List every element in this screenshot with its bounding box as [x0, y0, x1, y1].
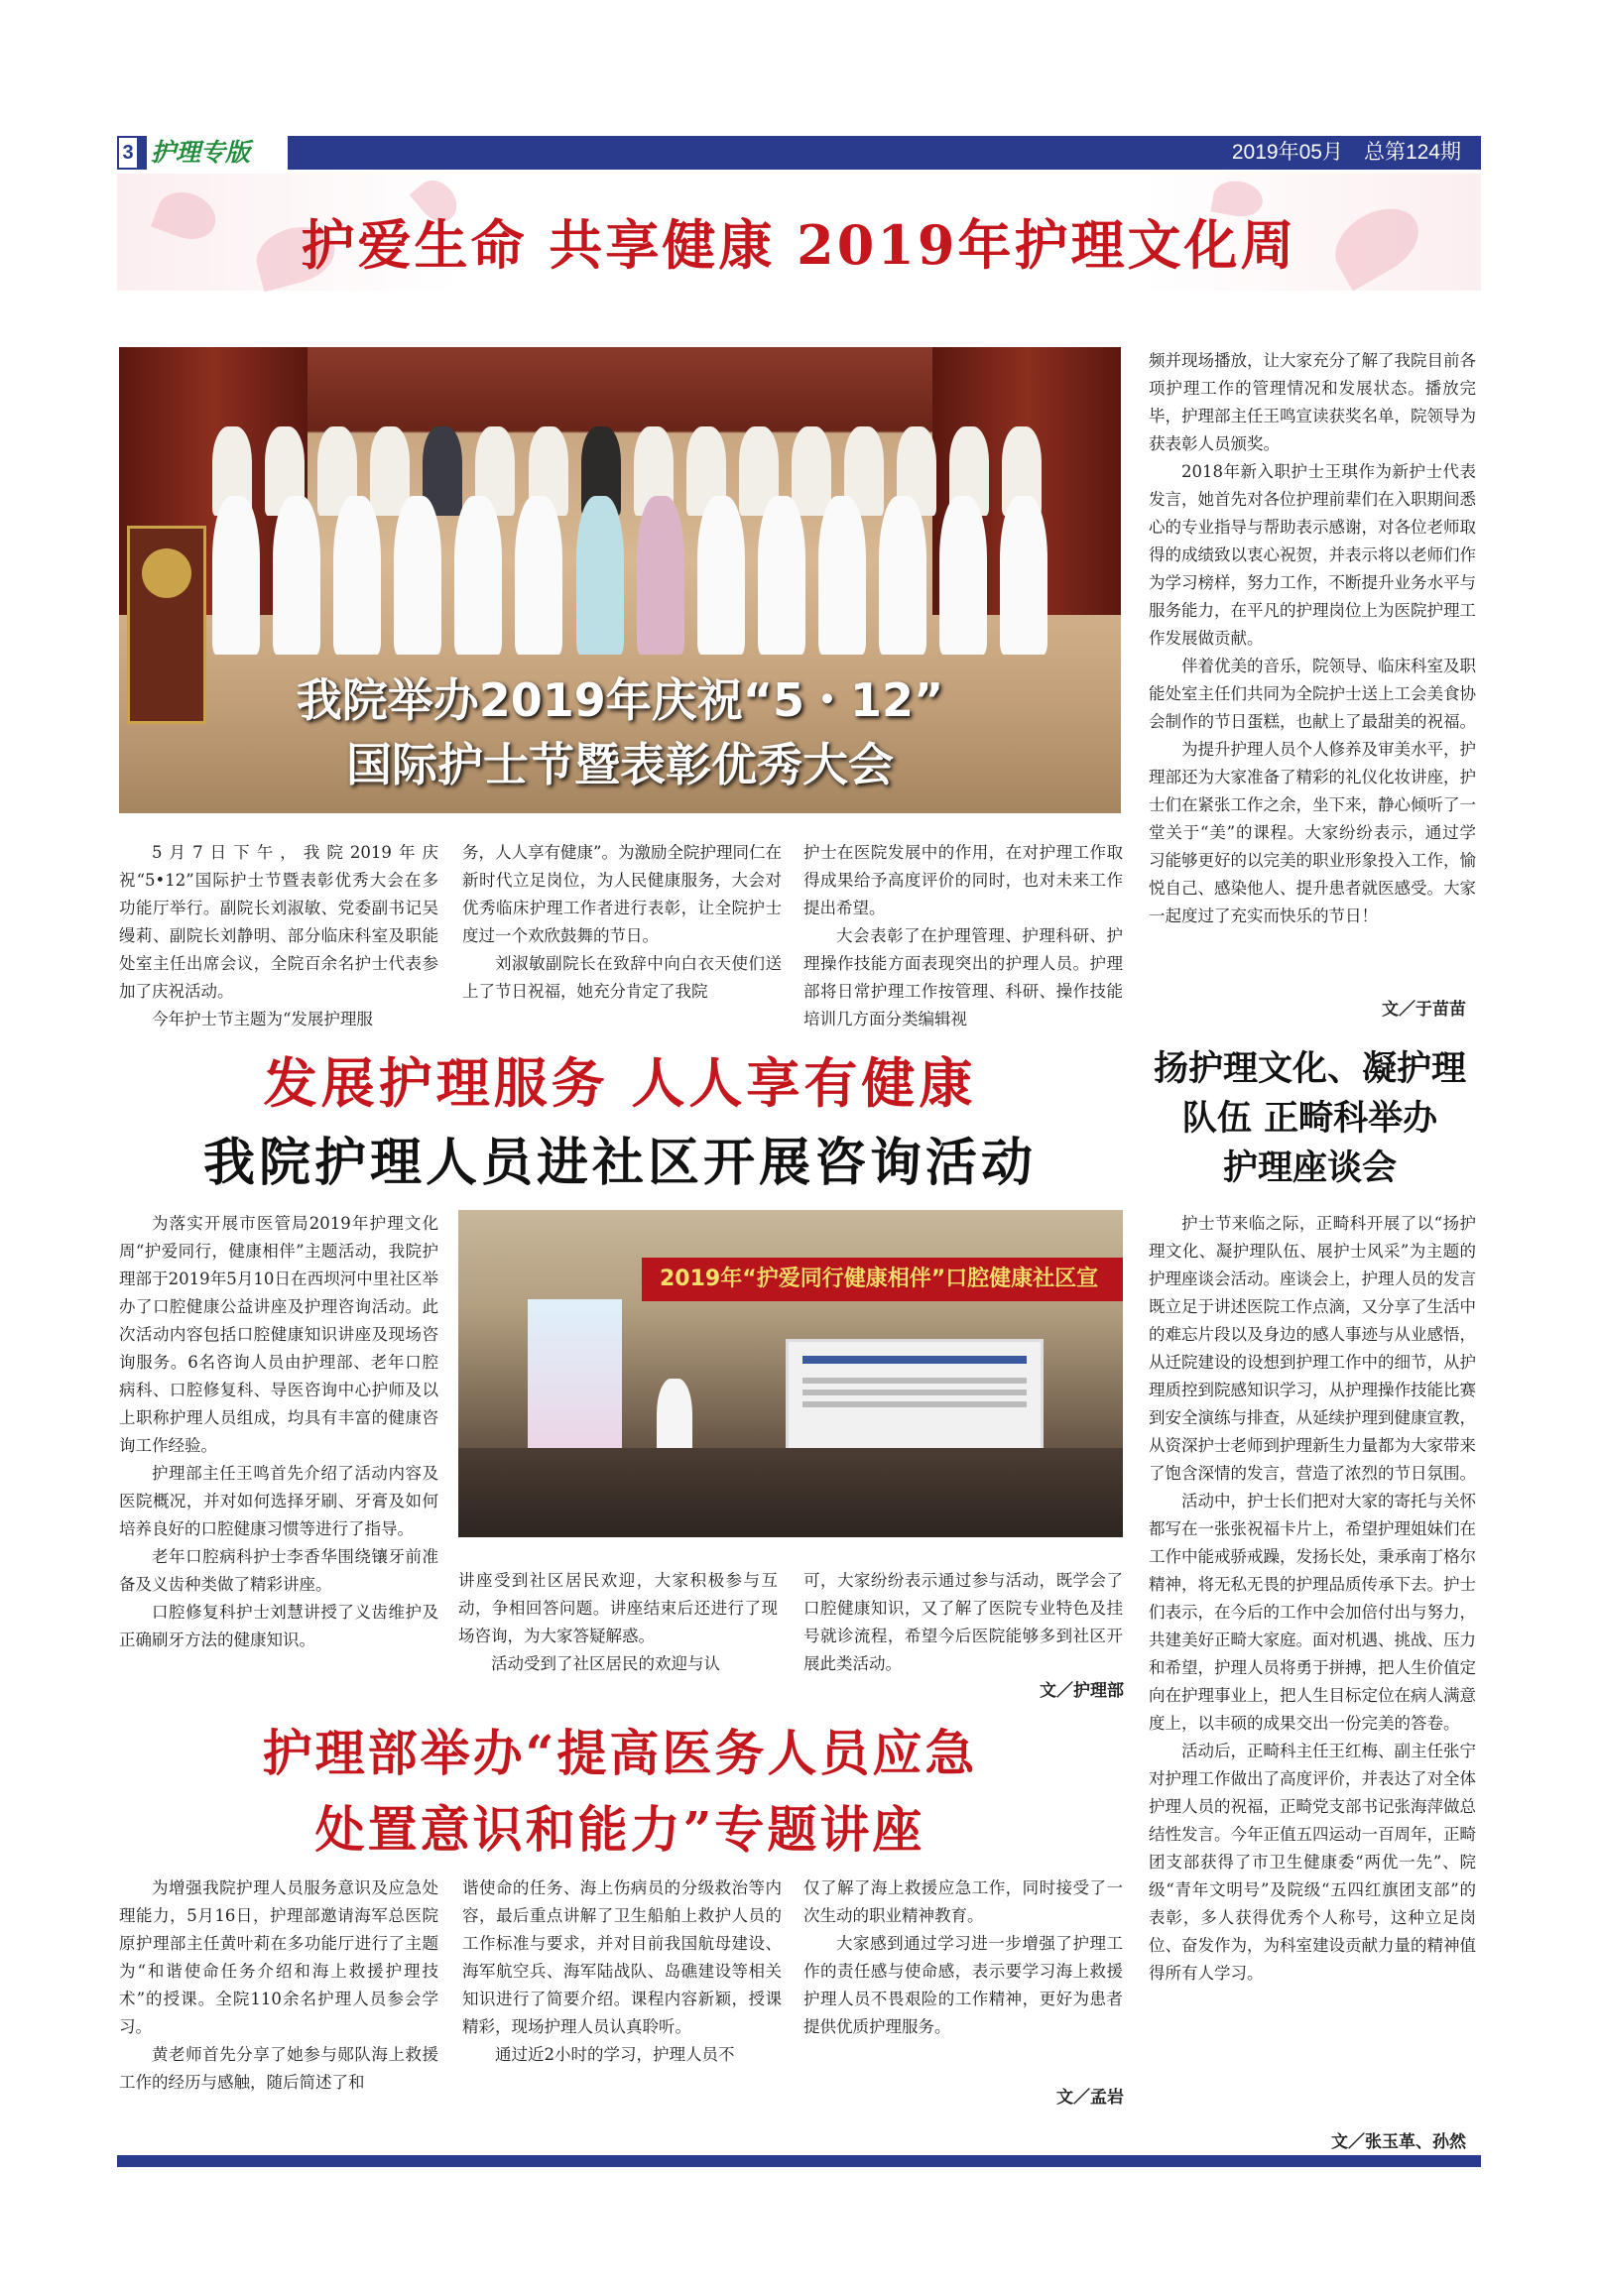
- article2-col2: [458, 1567, 778, 1678]
- issue-info: 2019年05月 总第124期: [1231, 141, 1461, 164]
- paragraph: 2018年新入职护士王琪作为新护士代表发言，她首先对各位护理前辈们在入职期间悉心的专业指导与帮助表示感谢，对各位老师取得的成绩致以衷心祝贺，并表示将以老师们作为学习榜样，努力工作，不断提升业务水平与服务能力，在平凡的护理岗位上为医院护理工作发展做贡献。: [1149, 462, 1476, 648]
- article4-col3: [803, 1874, 1123, 2041]
- paragraph: 为增强我院护理人员服务意识及应急处理能力，5月16日，护理部邀请海军总医院原护理部主任黄叶莉在多功能厅进行了主题为“和谐使命任务介绍和海上救援护理技术”的授课。全院110余名护理人员参会学习。: [119, 1878, 438, 2036]
- article1-byline: 文／于苗苗: [1382, 1000, 1466, 1020]
- article2-byline: 文／护理部: [1040, 1681, 1124, 1701]
- article2-title-black: 我院护理人员进社区开展咨询活动: [202, 1133, 1037, 1193]
- article1-col2: [462, 839, 782, 1006]
- podium-emblem: [142, 548, 191, 598]
- paragraph: 活动中，护士长们把对大家的寄托与关怀都写在一张张祝福卡片上，希望护理姐妹们在工作中能戒骄戒躁，发扬长处，秉承南丁格尔精神，将无私无畏的护理品质传承下去。护士们表示，在今后的工作中会加倍付出与努力，共建美好正畸大家庭。面对机遇、挑战、压力和希望，护理人员将勇于拼搏，把人生价值定向在护理事业上，把人生目标定位在病人满意度上，以丰硕的成果交出一份完美的答卷。: [1149, 1492, 1476, 1733]
- paragraph: 护理部主任王鸣首先介绍了活动内容及医院概况，并对如何选择牙刷、牙膏及如何培养良好的口腔健康习惯等进行了指导。: [119, 1464, 438, 1538]
- paragraph: 通过近2小时的学习，护理人员不: [495, 2045, 735, 2064]
- paragraph: 大会表彰了在护理管理、护理科研、护理操作技能方面表现突出的护理人员。护理部将日常护理工作按管理、科研、操作技能培训几方面分类编辑视: [803, 926, 1123, 1028]
- article4-title-line2: 处置意识和能力”专题讲座: [314, 1800, 925, 1859]
- article2-col1: [119, 1210, 438, 1654]
- paragraph: 大家感到通过学习进一步增强了护理工作的责任感与使命感，表示要学习海上救援护理人员不畏艰险的工作精神，更好为患者提供优质护理服务。: [803, 1934, 1123, 2036]
- paragraph: 为落实开展市医管局2019年护理文化周“护爱同行，健康相伴”主题活动，我院护理部于2019年5月10日在西坝河中里社区举办了口腔健康公益讲座及护理咨询活动。此次活动内容包括口腔健康知识讲座及现场咨询服务。6名咨询人员由护理部、老年口腔病科、口腔修复科、导医咨询中心护师及以上职称护理人员组成，均具有丰富的健康咨询工作经验。: [119, 1214, 438, 1455]
- article3-title-line1: 扬护理文化、凝护理: [1153, 1048, 1466, 1089]
- photo-title-line2: 国际护士节暨表彰优秀大会: [346, 738, 894, 791]
- paragraph: 为提升护理人员个人修养及审美水平，护理部还为大家准备了精彩的礼仪化妆讲座，护士们在紧张工作之余，坐下来，静心倾听了一堂关于“美”的课程。大家纷纷表示，通过学习能够更好的以完美的职业形象投入工作，愉悦自己、感染他人、提升患者就医感受。大家一起度过了充实而快乐的节日！: [1149, 740, 1476, 925]
- paragraph: 护士节来临之际，正畸科开展了以“扬护理文化、凝护理队伍、展护士风采”为主题的护理座谈会活动。座谈会上，护理人员的发言既立足于讲述医院工作点滴，又分享了生活中的难忘片段以及身边的感人事迹与从业感悟，从迁院建设的设想到护理工作中的细节，从护理质控到院感知识学习，从护理操作技能比赛到安全演练与排查，从延续护理到健康宣教，从资深护士老师到护理新生力量都为大家带来了饱含深情的发言，营造了浓烈的节日氛围。: [1149, 1214, 1476, 1483]
- award-ceremony-photo: [119, 347, 1121, 813]
- banner: [117, 174, 1481, 291]
- paragraph: 仅了解了海上救援应急工作，同时接受了一次生动的职业精神教育。: [803, 1878, 1123, 1925]
- article1-col4: [1149, 347, 1476, 930]
- article3-title-line2: 队伍 正畸科举办: [1181, 1098, 1438, 1139]
- community-lecture-photo: [458, 1210, 1123, 1537]
- article2-col3: [803, 1567, 1123, 1678]
- article4-col1: [119, 1874, 438, 2097]
- paragraph: 今年护士节主题为“发展护理服: [152, 1010, 373, 1028]
- article3-byline: 文／张玉革、孙然: [1331, 2132, 1466, 2152]
- article2-title-red: 发展护理服务 人人享有健康: [263, 1051, 977, 1115]
- article3-title-line3: 护理座谈会: [1222, 1148, 1397, 1188]
- photo-banner: 2019年“护爱同行健康相伴”口腔健康社区宣: [642, 1258, 1123, 1301]
- crowd-front-row: [208, 496, 1091, 659]
- paragraph: 黄老师首先分享了她参与郧队海上救援工作的经历与感触，随后简述了和: [119, 2045, 438, 2092]
- photo-title-line1: 我院举办2019年庆祝“5・12”: [296, 673, 944, 727]
- page-number: 3: [117, 136, 139, 170]
- paragraph: 活动受到了社区居民的欢迎与认: [491, 1654, 720, 1673]
- paragraph: 刘淑敏副院长在致辞中向白衣天使们送上了节日祝福，她充分肯定了我院: [462, 954, 782, 1001]
- article3-body: [1149, 1210, 1476, 1988]
- article4-col2: [462, 1874, 782, 2069]
- article1-col3: [803, 839, 1123, 1033]
- paragraph: 口腔修复科护士刘慧讲授了义齿维护及正确刷牙方法的健康知识。: [119, 1603, 438, 1649]
- article4-title-line1: 护理部举办“提高医务人员应急: [262, 1724, 978, 1782]
- article1-col1: [119, 839, 438, 1033]
- section-name: 护理专版: [147, 136, 288, 170]
- paragraph: 可，大家纷纷表示通过参与活动，既学会了口腔健康知识，又了解了医院专业特色及挂号就诊流程，希望今后医院能够多到社区开展此类活动。: [803, 1571, 1123, 1673]
- article4-byline: 文／孟岩: [1056, 2088, 1124, 2108]
- paragraph: 谐使命的任务、海上伤病员的分级救治等内容，最后重点讲解了卫生船舶上救护人员的工作标准与要求，并对目前我国航母建设、海军航空兵、海军陆战队、岛礁建设等相关知识进行了简要介绍。课程内容新颖，授课精彩，现场护理人员认真聆听。: [462, 1878, 782, 2036]
- paragraph: 老年口腔病科护士李香华围绕镶牙前准备及义齿种类做了精彩讲座。: [119, 1547, 438, 1594]
- footer-bar: [117, 2155, 1481, 2167]
- paragraph: 务，人人享有健康”。为激励全院护理同仁在新时代立足岗位，为人民健康服务，大会对优秀临床护理工作者进行表彰，让全院护士度过一个欢欣鼓舞的节日。: [462, 843, 782, 945]
- page-title: 护爱生命 共享健康 2019年护理文化周: [301, 213, 1297, 277]
- paragraph: 护士在医院发展中的作用，在对护理工作取得成果给予高度评价的同时，也对未来工作提出希望。: [803, 843, 1123, 917]
- paragraph: 伴着优美的音乐，院领导、临床科室及职能处室主任们共同为全院护士送上工会美食协会制作的节日蛋糕，也献上了最甜美的祝福。: [1149, 657, 1476, 731]
- paragraph: 频并现场播放，让大家充分了解了我院目前各项护理工作的管理情况和发展状态。播放完毕，护理部主任王鸣宣读获奖名单，院领导为获表彰人员颁奖。: [1149, 351, 1476, 453]
- audience: [458, 1448, 1123, 1537]
- paragraph: 讲座受到社区居民欢迎，大家积极参与互动，争相回答问题。讲座结束后还进行了现场咨询，为大家答疑解惑。: [458, 1571, 778, 1645]
- paragraph: 5月7日下午，我院2019年庆祝“5•12”国际护士节暨表彰优秀大会在多功能厅举行。副院长刘淑敏、党委副书记吴缦莉、副院长刘静明、部分临床科室及职能处室主任出席会议，全院百余名护士代表参加了庆祝活动。: [119, 843, 438, 1001]
- paragraph: 活动后，正畸科主任王红梅、副主任张宁对护理工作做出了高度评价，并表达了对全体护理人员的祝福，正畸党支部书记张海萍做总结性发言。今年正值五四运动一百周年，正畸团支部获得了市卫生健康委“两优一先”、院级“青年文明号”及院级“五四红旗团支部”的表彰，多人获得优秀个人称号，这种立足岗位、奋发作为，为科室建设贡献力量的精神值得所有人学习。: [1149, 1742, 1476, 1983]
